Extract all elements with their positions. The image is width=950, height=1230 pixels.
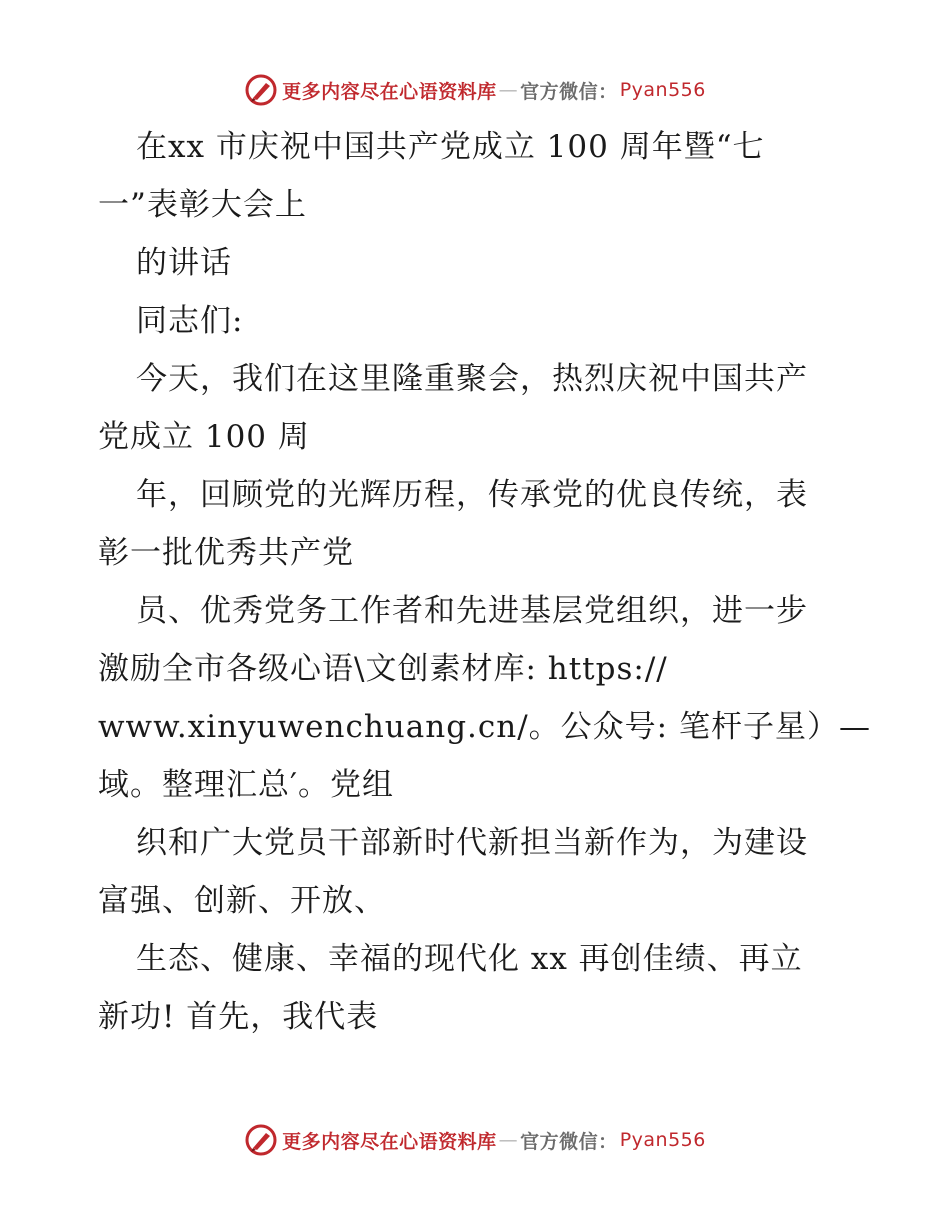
text-line: 织和广大党员干部新时代新担当新作为，为建设: [136, 825, 808, 861]
text-line: 富强、创新、开放、: [98, 883, 386, 919]
text-line: 激励全市各级心语\文创素材库: https://: [98, 651, 668, 687]
document-body: [98, 118, 871, 1046]
text-line: 今天，我们在这里隆重聚会，热烈庆祝中国共产: [136, 361, 808, 397]
text-line: 党成立 100 周: [98, 419, 310, 455]
text-line: 年，回顾党的光辉历程，传承党的优良传统，表: [136, 477, 808, 513]
banner-brand: 更多内容尽在心语资料库: [282, 80, 497, 103]
text-line: 同志们:: [136, 303, 244, 339]
pen-logo-icon: [244, 1123, 278, 1157]
banner-separator: —: [498, 79, 519, 101]
text-line: www.xinyuwenchuang.cn/。公众号: 笔杆子星）—: [98, 709, 871, 745]
text-line: 在xx 市庆祝中国共产党成立 100 周年暨“七: [136, 129, 765, 165]
text-line: 域。整理汇总′。党组: [98, 767, 395, 803]
text-line: 彰一批优秀共产党: [98, 535, 354, 571]
banner-wechat-id: Pyan556: [619, 1129, 706, 1151]
text-line: 生态、健康、幸福的现代化 xx 再创佳绩、再立: [136, 941, 803, 977]
text-line: 的讲话: [136, 245, 232, 281]
text-line: 新功! 首先，我代表: [98, 999, 379, 1035]
text-line: 员、优秀党务工作者和先进基层党组织，进一步: [136, 593, 808, 629]
footer-banner: [0, 1120, 950, 1160]
banner-separator: —: [498, 1129, 519, 1151]
header-banner: [0, 70, 950, 110]
banner-wechat-id: Pyan556: [619, 79, 706, 101]
banner-wechat-label: 官方微信：: [520, 1130, 618, 1153]
banner-brand: 更多内容尽在心语资料库: [282, 1130, 497, 1153]
pen-logo-icon: [244, 73, 278, 107]
banner-wechat-label: 官方微信：: [520, 80, 618, 103]
text-line: 一”表彰大会上: [98, 187, 307, 223]
